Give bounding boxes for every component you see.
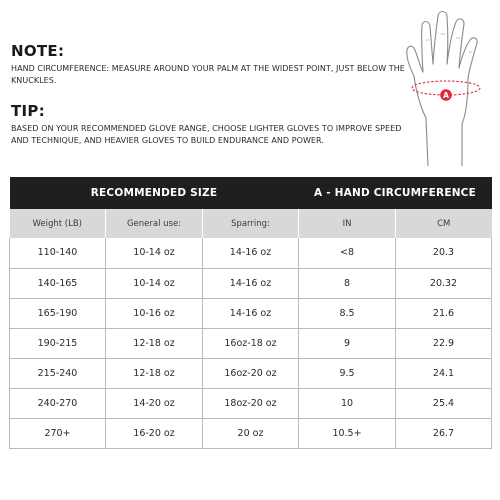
column-header-general-use: General use:: [106, 209, 203, 238]
weight-cell: 215-240: [10, 358, 106, 388]
weight-cell: 165-190: [10, 298, 106, 328]
sparring-cell: 20 oz: [203, 418, 299, 448]
centimeters-cell: 20.3: [396, 238, 492, 268]
note-section: [11, 43, 411, 88]
column-header-centimeters: CM: [396, 209, 492, 238]
note-text: HAND CIRCUMFERENCE: MEASURE AROUND YOUR PALM AT THE WIDEST POINT, JUST BELOW THE KNUCKLES.: [11, 64, 405, 86]
tip-section: [11, 103, 411, 148]
hand-measurement-diagram: [400, 6, 492, 166]
table-row: [10, 358, 492, 388]
inches-cell: 10.5+: [299, 418, 396, 448]
note-title: NOTE:: [11, 42, 65, 60]
inches-cell: 9: [299, 328, 396, 358]
column-header-inches: IN: [299, 209, 396, 238]
sparring-cell: 16oz-20 oz: [203, 358, 299, 388]
glove-size-table: [9, 177, 492, 449]
hand-circumference-header: A - HAND CIRCUMFERENCE: [299, 177, 492, 209]
general-use-cell: 12-18 oz: [106, 358, 203, 388]
weight-cell: 240-270: [10, 388, 106, 418]
inches-cell: 10: [299, 388, 396, 418]
table-row: [10, 328, 492, 358]
inches-cell: <8: [299, 238, 396, 268]
column-header-row: [10, 209, 492, 238]
centimeters-cell: 22.9: [396, 328, 492, 358]
inches-cell: 8.5: [299, 298, 396, 328]
table-row: [10, 238, 492, 268]
general-use-cell: 14-20 oz: [106, 388, 203, 418]
weight-cell: 190-215: [10, 328, 106, 358]
circumference-marker: [440, 89, 452, 101]
table-row: [10, 388, 492, 418]
centimeters-cell: 21.6: [396, 298, 492, 328]
column-header-sparring: Sparring:: [203, 209, 299, 238]
general-use-cell: 10-16 oz: [106, 298, 203, 328]
marker-label: A: [443, 91, 449, 100]
recommended-size-header: RECOMMENDED SIZE: [10, 177, 299, 209]
sparring-cell: 18oz-20 oz: [203, 388, 299, 418]
hand-outline-icon: [407, 12, 477, 167]
sparring-cell: 14-16 oz: [203, 238, 299, 268]
centimeters-cell: 26.7: [396, 418, 492, 448]
table-row: [10, 418, 492, 448]
inches-cell: 8: [299, 268, 396, 298]
instructions: [11, 43, 411, 148]
general-use-cell: 12-18 oz: [106, 328, 203, 358]
centimeters-cell: 20.32: [396, 268, 492, 298]
tip-title: TIP:: [11, 101, 46, 120]
table-row: [10, 268, 492, 298]
general-use-cell: 16-20 oz: [106, 418, 203, 448]
weight-cell: 140-165: [10, 268, 106, 298]
column-header-weight: Weight (LB): [10, 209, 106, 238]
general-use-cell: 10-14 oz: [106, 268, 203, 298]
sparring-cell: 14-16 oz: [203, 268, 299, 298]
centimeters-cell: 25.4: [396, 388, 492, 418]
sparring-cell: 14-16 oz: [203, 298, 299, 328]
weight-cell: 270+: [10, 418, 106, 448]
centimeters-cell: 24.1: [396, 358, 492, 388]
tip-text: BASED ON YOUR RECOMMENDED GLOVE RANGE, CHOOSE LIGHTER GLOVES TO IMPROVE SPEED AND TECHNIQUE, AND HEAVIER GLOVES TO BUILD ENDURANCE AND POWER.: [11, 123, 402, 146]
weight-cell: 110-140: [10, 238, 106, 268]
group-header-row: [10, 177, 492, 209]
table-row: [10, 298, 492, 328]
sparring-cell: 16oz-18 oz: [203, 328, 299, 358]
general-use-cell: 10-14 oz: [106, 238, 203, 268]
inches-cell: 9.5: [299, 358, 396, 388]
